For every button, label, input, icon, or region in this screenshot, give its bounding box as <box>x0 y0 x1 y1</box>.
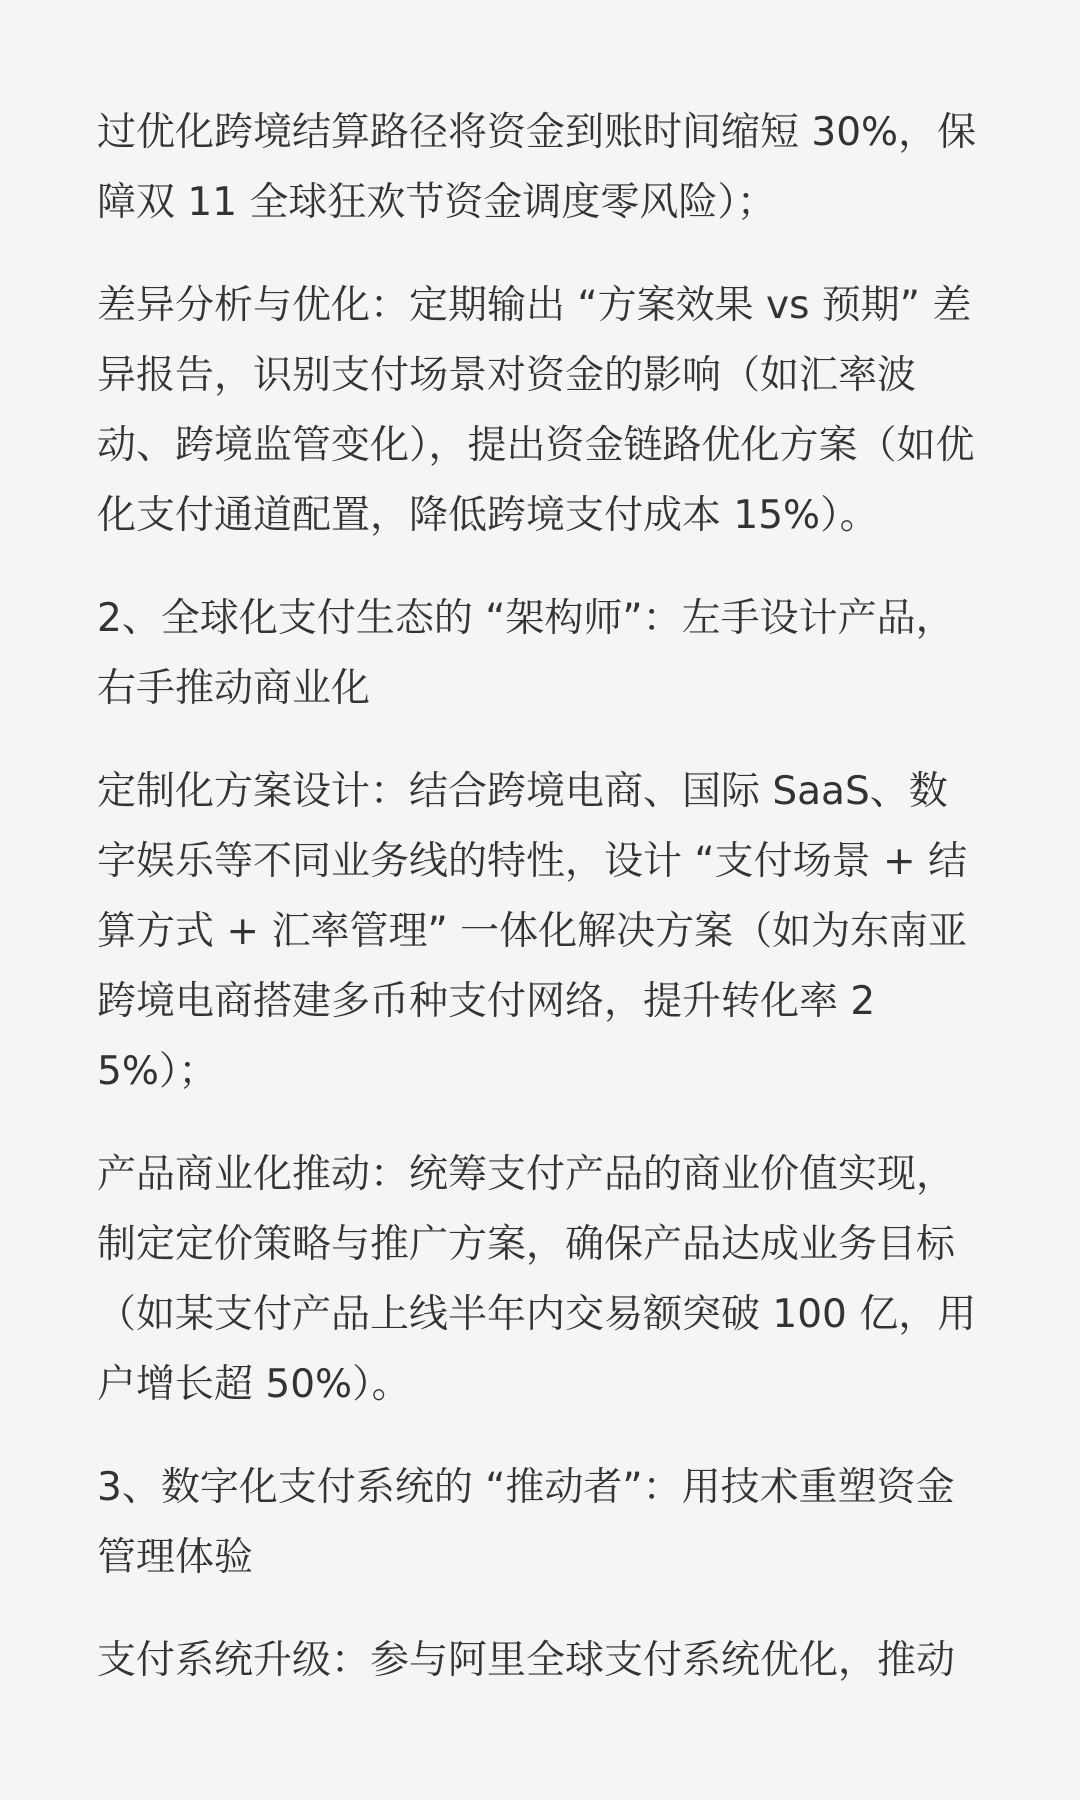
paragraph-settlement-path: 过优化跨境结算路径将资金到账时间缩短 30%，保障双 11 全球狂欢节资金调度零风险）； <box>97 110 977 225</box>
paragraph-commercialization: 产品商业化推动：统筹支付产品的商业价值实现，制定定价策略与推广方案，确保产品达成业务目标（如某支付产品上线半年内交易额突破 100 亿，用户增长超 50%）。 <box>97 1152 977 1407</box>
paragraph-system-upgrade: 支付系统升级：参与阿里全球支付系统优化，推动 <box>97 1638 956 1683</box>
section-heading-promoter: 3、数字化支付系统的 “推动者”：用技术重塑资金管理体验 <box>97 1465 955 1580</box>
paragraph-custom-solution: 定制化方案设计：结合跨境电商、国际 SaaS、数字娱乐等不同业务线的特性，设计 “支付场景 + 结算方式 + 汇率管理” 一体化解决方案（如为东南亚跨境电商搭建多币种支付网络，提升转化率 25%）； <box>97 769 968 1094</box>
section-heading-architect: 2、全球化支付生态的 “架构师”：左手设计产品，右手推动商业化 <box>97 596 955 711</box>
paragraph-variance-analysis: 差异分析与优化：定期输出 “方案效果 vs 预期” 差异报告，识别支付场景对资金的影响（如汇率波动、跨境监管变化），提出资金链路优化方案（如优化支付通道配置，降低跨境支付成本 15%）。 <box>97 283 975 538</box>
